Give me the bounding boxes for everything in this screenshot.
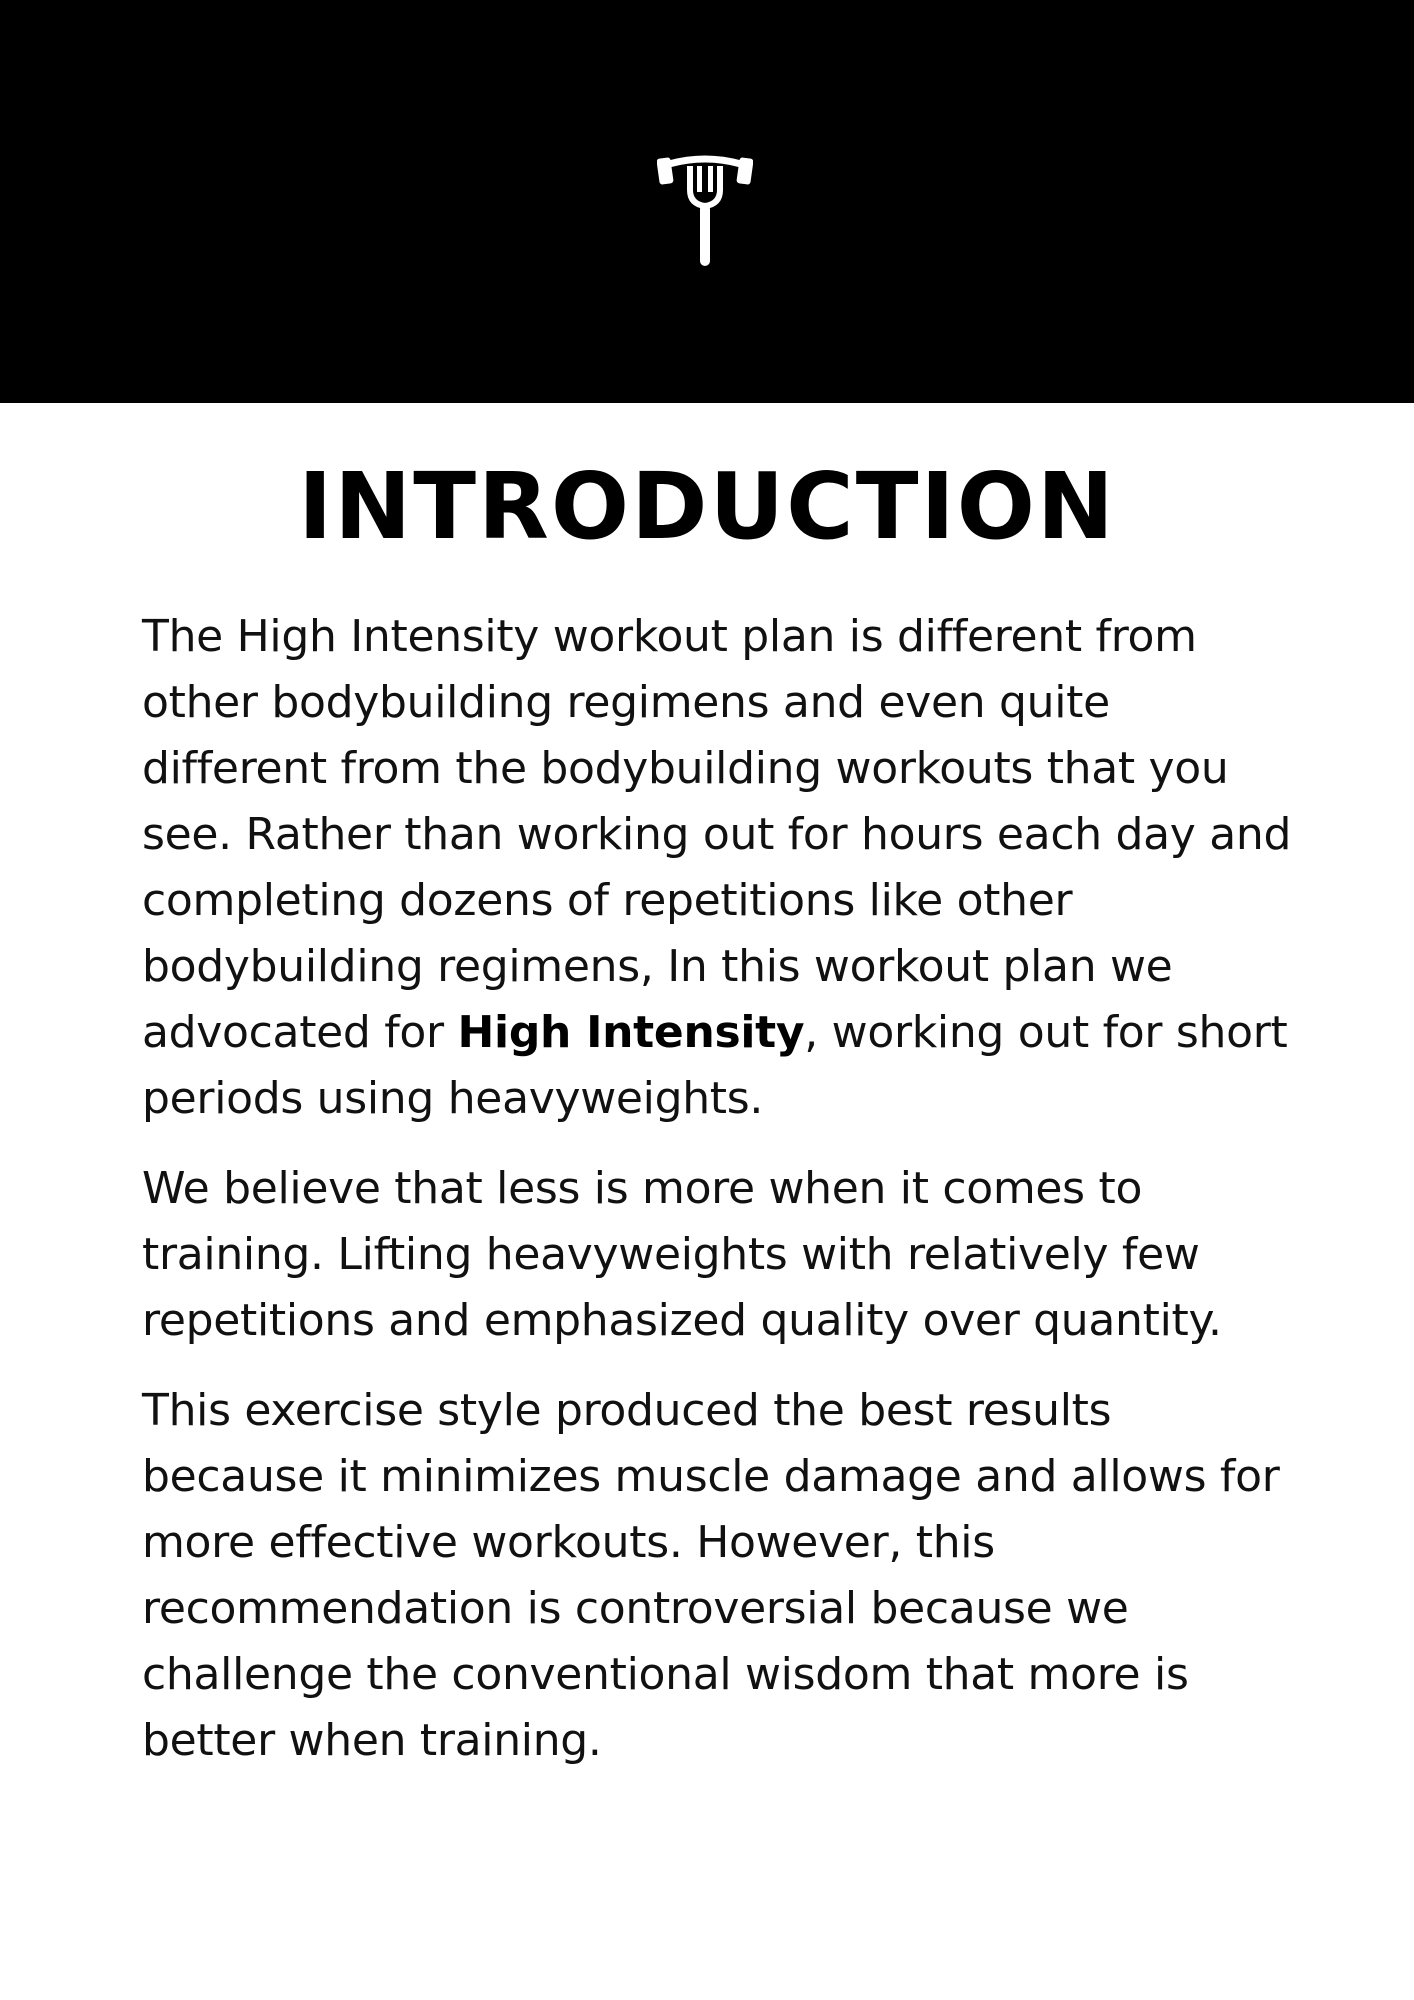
header-band <box>0 0 1414 403</box>
paragraph-1-text-start: The High Intensity workout plan is different from other bodybuilding regimens and even quite different from the bodybuilding workouts that you see. Rather than working out for hours each day and completing dozens of repetitions like other bodybuilding regimens, In this workout plan we advocated for <box>142 611 1292 1058</box>
intro-paragraph-1 <box>142 604 1292 1132</box>
intro-paragraph-2: We believe that less is more when it comes to training. Lifting heavyweights with relatively few repetitions and emphasized quality over quantity. <box>142 1163 1222 1346</box>
intro-paragraph-3: This exercise style produced the best results because it minimizes muscle damage and allows for more effective workouts. However, this recommendation is controversial because we challenge the conventional wisdom that more is better when training. <box>142 1385 1280 1766</box>
page-title: INTRODUCTION <box>298 453 1116 560</box>
intro-body <box>142 604 1292 1774</box>
paragraph-1-text-end: , working out for short periods using heavyweights. <box>142 1007 1288 1124</box>
high-intensity-emphasis: High Intensity <box>457 1007 805 1058</box>
fork-barbell-icon <box>657 150 753 268</box>
